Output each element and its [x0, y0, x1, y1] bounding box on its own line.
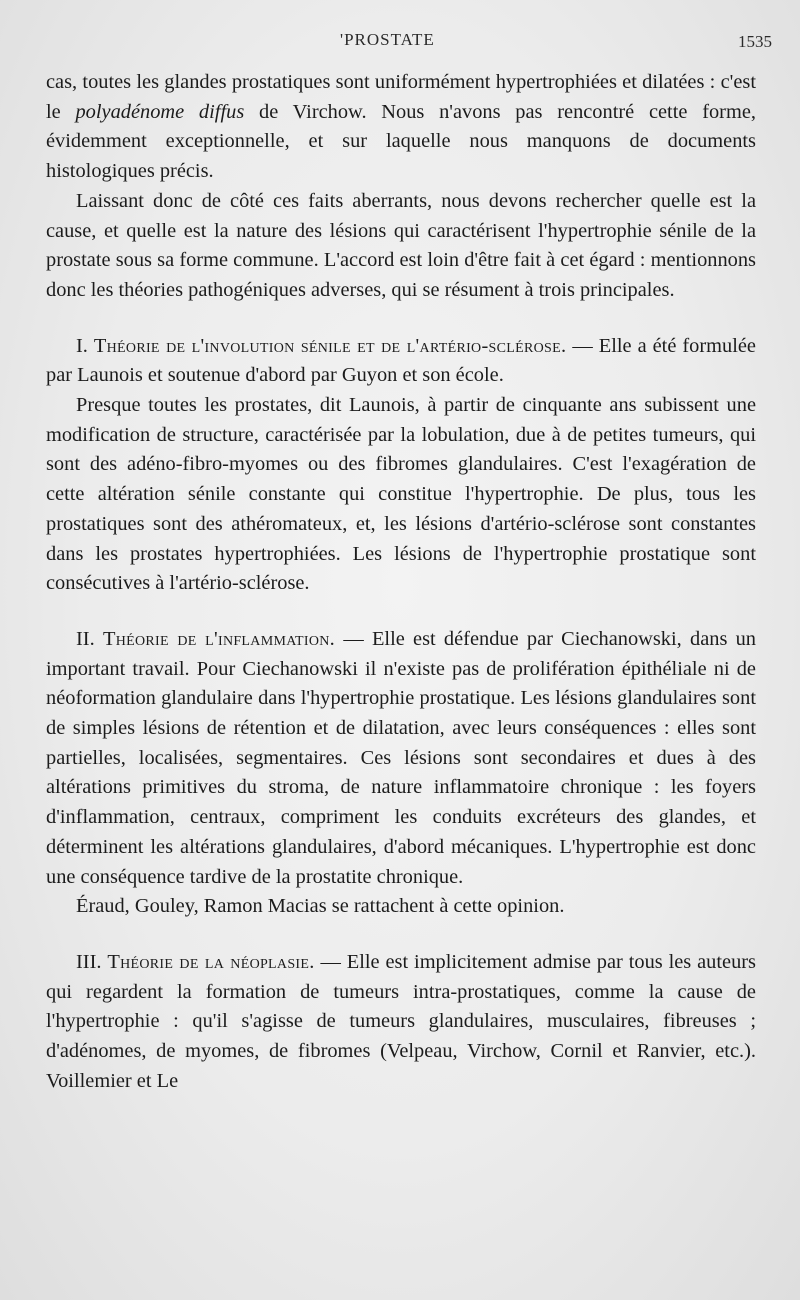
section-heading: Théorie de l'inflammation. [102, 627, 336, 650]
paragraph-opinion: Éraud, Gouley, Ramon Macias se rattachent à cette opinion. [76, 895, 565, 918]
section-theory-neoplasia [46, 948, 756, 1097]
section-theory-inflammation [46, 625, 756, 892]
paragraph-text: de Virchow. Nous n'avons pas rencontré cette forme, évidemment exceptionnelle, et sur laquelle nous manquons de documents histologiques précis. [46, 100, 756, 183]
running-title: 'PROSTATE [340, 30, 435, 49]
section-theory-involution [46, 332, 756, 391]
section-text: — Elle est défendue par Ciechanowski, dans un important travail. Pour Ciechanowski il n'existe pas de prolifération épithéliale ni de néoformation glandulaire dans l'hypertrophie prostatique. Les lésions glandulaires sont de simples lésions de rétention et de dilatation, avec leurs conséquences : elles sont partielles, localisées, segmentaires. Ces lésions sont secondaires et dues à des altérations primitives du stroma, de nature inflammatoire chronique : les foyers d'inflammation, centraux, compriment les conduits excréteurs des glandes, et déterminent les altérations glandulaires, d'abord mécaniques. L'hypertrophie est donc une conséquence tardive de la prostatite chronique. [46, 627, 757, 888]
section-number: I. [76, 334, 88, 357]
page-body [46, 68, 756, 1097]
section-number: II. [76, 627, 95, 650]
paragraph-text: cas, toutes les glandes prostatiques sont uniformément hypertrophiées et dilatées : c'est le [46, 71, 756, 123]
paragraph-aberrant-cases: Laissant donc de côté ces faits aberrants, nous devons rechercher quelle est la cause, et quelle est la nature des lésions qui caractérisent l'hypertrophie sénile de la prostate sous sa forme commune. L'accord est loin d'être fait à cet égard : mentionnons donc les théories pathogéniques adverses, qui se résument à trois principales. [46, 189, 756, 301]
section-heading: Théorie de l'involution sénile et de l'artério-sclérose. [93, 334, 567, 357]
page-number: 1535 [738, 32, 772, 51]
emphasized-term: polyadénome diffus [75, 100, 245, 123]
paragraph-launois: Presque toutes les prostates, dit Launois, à partir de cinquante ans subissent une modification de structure, caractérisée par la lobulation, due à de petites tumeurs, qui sont des adéno-fibro-myomes ou des fibromes glandulaires. C'est l'exagération de cette altération sénile constante qui constitue l'hypertrophie. De plus, tous les prostatiques sont des athéromateux, et, les lésions d'artério-sclérose sont constantes dans les prostates hypertrophiées. Les lésions de l'hypertrophie prostatique sont consécutives à l'artério-sclérose. [46, 394, 756, 595]
section-text: — Elle est implicitement admise par tous les auteurs qui regardent la formation de tumeurs intra-prostatiques, comme la cause de l'hypertrophie : qu'il s'agisse de tumeurs glandulaires, musculaires, fibreuses ; d'adénomes, de myomes, de fibromes (Velpeau, Virchow, Cornil et Ranvier, etc.). Voillemier et Le [46, 950, 756, 1092]
section-number: III. [76, 950, 102, 973]
section-text: — Elle a été formulée par Launois et soutenue d'abord par Guyon et son école. [46, 334, 756, 387]
paragraph-continuation [46, 68, 756, 187]
section-heading: Théorie de la néoplasie. [107, 950, 315, 973]
page-header [0, 30, 800, 60]
